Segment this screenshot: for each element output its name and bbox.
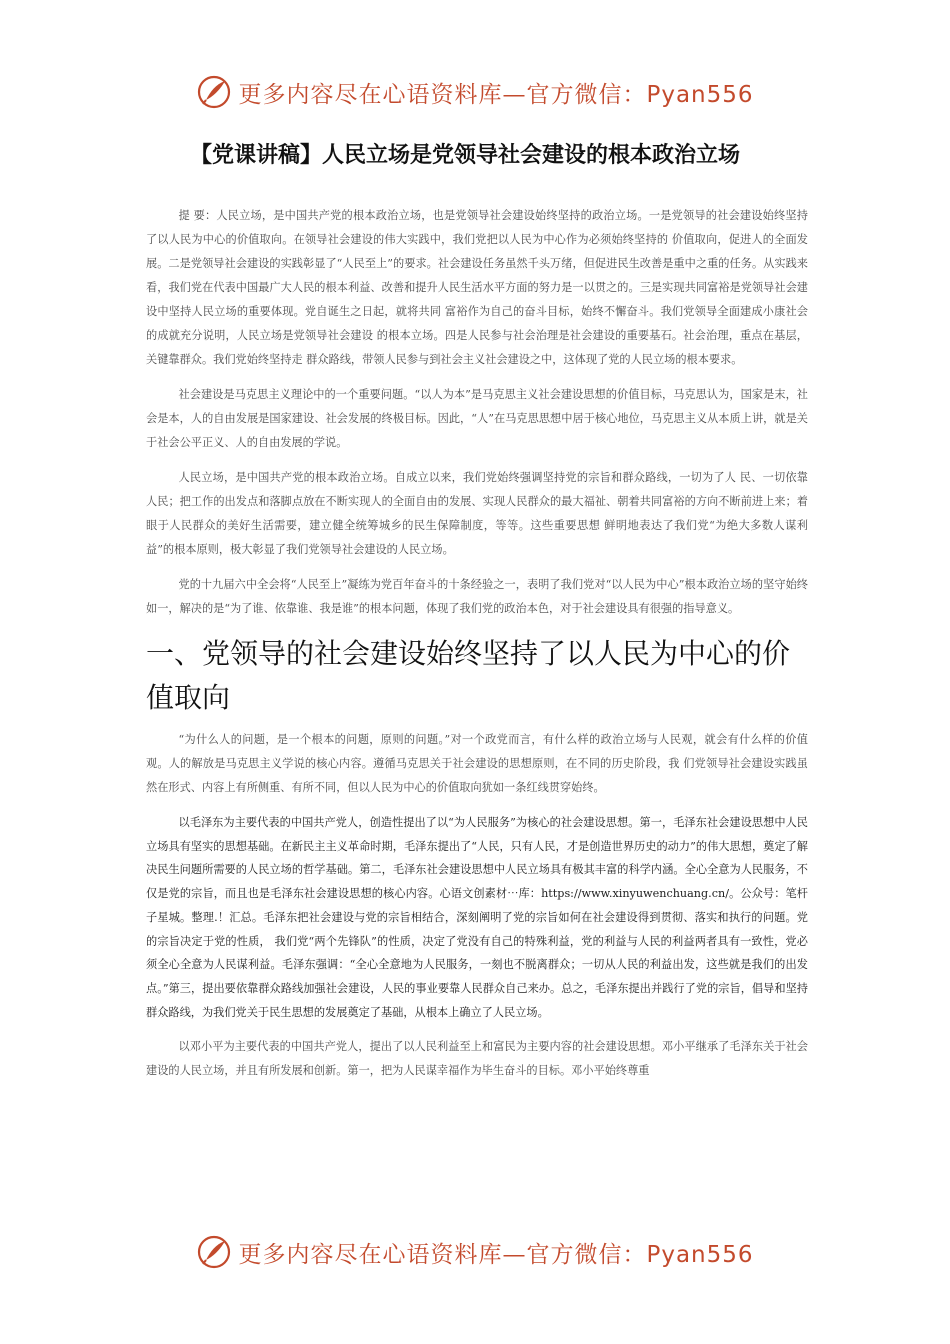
intro-paragraph: 人民立场，是中国共产党的根本政治立场。自成立以来，我们党始终强调坚持党的宗旨和群众路线，一切为了人 民、一切依靠人民；把工作的出发点和落脚点放在不断实现人的全面自由的发展、实现人民群众的最大福祉、朝着共同富裕的方向不断前进上来；着眼于人民群众的美好生活需要，建立健全统筹城乡的民生保障制度，等等。这些重要思想 鲜明地表达了我们党“为绝大多数人谋利益”的根本原则，极大彰显了我们党领导社会建设的人民立场。 <box>146 471 808 556</box>
document-body <box>146 204 808 1094</box>
quill-logo-icon <box>196 1234 232 1270</box>
section-heading: 一、党领导的社会建设始终坚持了以人民为中心的价值取向 <box>146 637 791 714</box>
watermark-text: 更多内容尽在心语资料库—官方微信：Pyan556 <box>238 1241 754 1268</box>
section-paragraph: “为什么人的问题，是一个根本的问题，原则的问题。”对一个政党而言，有什么样的政治立场与人民观，就会有什么样的价值观。人的解放是马克思主义学说的核心内容。遵循马克思关于社会建设的思想原则，在不同的历史阶段，我 们党领导社会建设实践虽然在形式、内容上有所侧重、有所不同，但以人民为中心的价值取向犹如一条红线贯穿始终。 <box>146 733 808 794</box>
intro-paragraph: 社会建设是马克思主义理论中的一个重要问题。“以人为本”是马克思主义社会建设思想的价值目标，马克思认为，国家是末，社会是本，人的自由发展是国家建设、社会发展的终极目标。因此，“人”在马克思思想中居于核心地位，马克思主义从本质上讲，就是关于社会公平正义、人的自由发展的学说。 <box>146 388 808 449</box>
watermark-banner-bottom <box>0 1230 950 1274</box>
intro-paragraph: 党的十九届六中全会将“人民至上”凝练为党百年奋斗的十条经验之一，表明了我们党对“以人民为中心”根本政治立场的坚守始终如一，解决的是“为了谁、依靠谁、我是谁”的根本问题，体现了我们党的政治本色，对于社会建设具有很强的指导意义。 <box>146 578 808 615</box>
watermark-banner-top <box>0 70 950 114</box>
document-title: 【党课讲稿】人民立场是党领导社会建设的根本政治立场 <box>190 143 741 168</box>
quill-logo-icon <box>196 74 232 110</box>
section-paragraph: 以毛泽东为主要代表的中国共产党人，创造性提出了以“为人民服务”为核心的社会建设思想。第一，毛泽东社会建设思想中人民立场具有坚实的思想基础。在新民主主义革命时期，毛泽东提出了“人民，只有人民，才是创造世界历史的动力”的伟大思想，奠定了解决民生问题所需要的人民立场的哲学基础。第二，毛泽东社会建设思想中人民立场具有极其丰富的科学内涵。全心全意为人民服务，不仅是党的宗旨，而且也是毛泽东社会建设思想的核心内容。心语文创素材⋯库：https://www.xinyuwenchuang.cn/。公众号：笔杆子星城。整理.！汇总。毛泽东把社会建设与党的宗旨相结合，深刻阐明了党的宗旨如何在社会建设得到贯彻、落实和执行的问题。党的宗旨决定于党的性质， 我们党“两个先锋队”的性质，决定了党没有自己的特殊利益，党的利益与人民的利益两者具有一致性，党必须全心全意为人民谋利益。毛泽东强调：“全心全意地为人民服务，一刻也不脱离群众；一切从人民的利益出发，这些就是我们的出发点。”第三，提出要依靠群众路线加强社会建设，人民的事业要靠人民群众自己来办。总之，毛泽东提出并践行了党的宗旨，倡导和坚持群众路线，为我们党关于民生思想的发展奠定了基础，从根本上确立了人民立场。 <box>146 816 808 1019</box>
section-paragraph: 以邓小平为主要代表的中国共产党人，提出了以人民利益至上和富民为主要内容的社会建设思想。邓小平继承了毛泽东关于社会建设的人民立场，并且有所发展和创新。第一，把为人民谋幸福作为毕生奋斗的目标。邓小平始终尊重 <box>146 1040 808 1078</box>
watermark-text: 更多内容尽在心语资料库—官方微信：Pyan556 <box>238 81 754 108</box>
abstract-paragraph: 提 要：人民立场，是中国共产党的根本政治立场，也是党领导社会建设始终坚持的政治立场。一是党领导的社会建设始终坚持了以人民为中心的价值取向。在领导社会建设的伟大实践中，我们党把以人民为中心作为必须始终坚持的 价值取向，促进人的全面发展。二是党领导社会建设的实践彰显了“人民至上”的要求。社会建设任务虽然千头万绪，但促进民生改善是重中之重的任务。从实践来看，我们党在代表中国最广大人民的根本利益、改善和提升人民生活水平方面的努力是一以贯之的。三是实现共同富裕是党领导社会建设中坚持人民立场的重要体现。党自诞生之日起，就将共同 富裕作为自己的奋斗目标，始终不懈奋斗。我们党领导全面建成小康社会的成就充分说明，人民立场是党领导社会建设 的根本立场。四是人民参与社会治理是社会建设的重要基石。社会治理，重点在基层，关键靠群众。我们党始终坚持走 群众路线，带领人民参与到社会主义社会建设之中，这体现了党的人民立场的根本要求。 <box>146 209 808 366</box>
